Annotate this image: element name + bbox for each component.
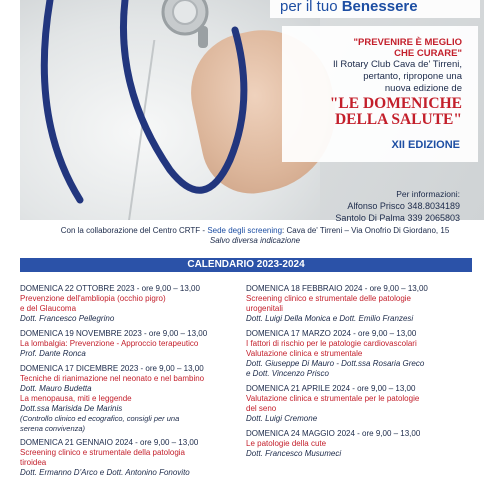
event-note: serena convivenza) (20, 423, 86, 433)
contacts-label: Per informazioni: (396, 189, 460, 199)
calendar-event (246, 384, 474, 424)
event-topic: Valutazione clinica e strumentale per le patologie (246, 394, 420, 403)
calendar-event (246, 329, 474, 379)
collaboration-line: Con la collaborazione del Centro CRTF - Sede degli screening: Cava de' Tirreni – Via Onofrio Di Giordano, 15 Salvo diversa indicazione (60, 226, 450, 245)
event-doctor: Dott. Ermanno D'Arco e Dott. Antonino Fonovito (20, 468, 190, 477)
calendar-event (20, 438, 248, 478)
event-doctor: Dott. Mauro Budetta (20, 384, 92, 393)
event-doctor: Dott. Francesco Pellegrino (20, 314, 115, 323)
calendar-event (20, 329, 248, 359)
intro-text: Il Rotary Club Cava de' Tirreni, pertanto, ripropone una nuova edizione de (332, 59, 462, 94)
event-date: DOMENICA 19 NOVEMBRE 2023 - ore 9,00 – 13,00 (20, 329, 208, 338)
contacts (300, 188, 460, 224)
event-doctor: Dott. Luigi Cremone (246, 414, 318, 423)
calendar-title: CALENDARIO 2023-2024 (20, 258, 472, 272)
contact-person: Santolo Di Palma 339 2065803 (335, 213, 460, 223)
event-date: DOMENICA 17 DICEMBRE 2023 - ore 9,00 – 13,00 (20, 364, 204, 373)
calendar-event (20, 364, 248, 433)
event-topic: Le patologie della cute (246, 439, 327, 448)
calendar-event (246, 284, 474, 324)
edition-label: XII EDIZIONE (391, 139, 460, 151)
event-topic: urogenitali (246, 304, 283, 313)
event-date: DOMENICA 21 GENNAIO 2024 - ore 9,00 – 13,00 (20, 438, 199, 447)
event-doctor: Dott. Giuseppe Di Mauro - Dott.ssa Rosaria Greco (246, 359, 425, 368)
event-topic: Tecniche di rianimazione nel neonato e nel bambino (20, 374, 205, 383)
event-topic: Screening clinico e strumentale della patologia (20, 448, 185, 457)
event-topic: del seno (246, 404, 277, 413)
event-doctor: e Dott. Vincenzo Prisco (246, 369, 330, 378)
event-doctor: Dott.ssa Marisida De Marinis (20, 404, 123, 413)
calendar-column-right (246, 284, 474, 464)
event-topic: La menopausa, miti e leggende (20, 394, 132, 403)
event-date: DOMENICA 18 FEBBRAIO 2024 - ore 9,00 – 13,00 (246, 284, 428, 293)
slogan: "PREVENIRE È MEGLIO CHE CURARE" (353, 37, 462, 59)
event-title: "LE DOMENICHE DELLA SALUTE" (329, 95, 462, 128)
event-doctor: Dott. Francesco Musumeci (246, 449, 342, 458)
event-doctor: Dott. Luigi Della Monica e Dott. Emilio Franzesi (246, 314, 414, 323)
event-note: (Controllo clinico ed ecografico, consigli per una (20, 414, 180, 423)
event-topic: tiroidea (20, 458, 47, 467)
event-topic: La lombalgia: Prevenzione - Approccio terapeutico (20, 339, 199, 348)
headline: per il tuo Benessere (280, 0, 418, 15)
event-date: DOMENICA 24 MAGGIO 2024 - ore 9,00 – 13,00 (246, 429, 421, 438)
event-topic: Prevenzione dell'ambliopia (occhio pigro) (20, 294, 166, 303)
event-topic: Screening clinico e strumentale delle patologie (246, 294, 411, 303)
event-doctor: Prof. Dante Ronca (20, 349, 86, 358)
event-topic: I fattori di rischio per le patologie cardiovascolari (246, 339, 417, 348)
calendar-event (246, 429, 474, 459)
calendar-event (20, 284, 248, 324)
event-date: DOMENICA 17 MARZO 2024 - ore 9,00 – 13,00 (246, 329, 417, 338)
contact-person: Alfonso Prisco 348.8034189 (347, 201, 460, 211)
event-date: DOMENICA 22 OTTOBRE 2023 - ore 9,00 – 13,00 (20, 284, 200, 293)
event-topic: e del Glaucoma (20, 304, 77, 313)
event-topic: Valutazione clinica e strumentale (246, 349, 363, 358)
calendar-column-left (20, 284, 248, 483)
event-date: DOMENICA 21 APRILE 2024 - ore 9,00 – 13,00 (246, 384, 416, 393)
